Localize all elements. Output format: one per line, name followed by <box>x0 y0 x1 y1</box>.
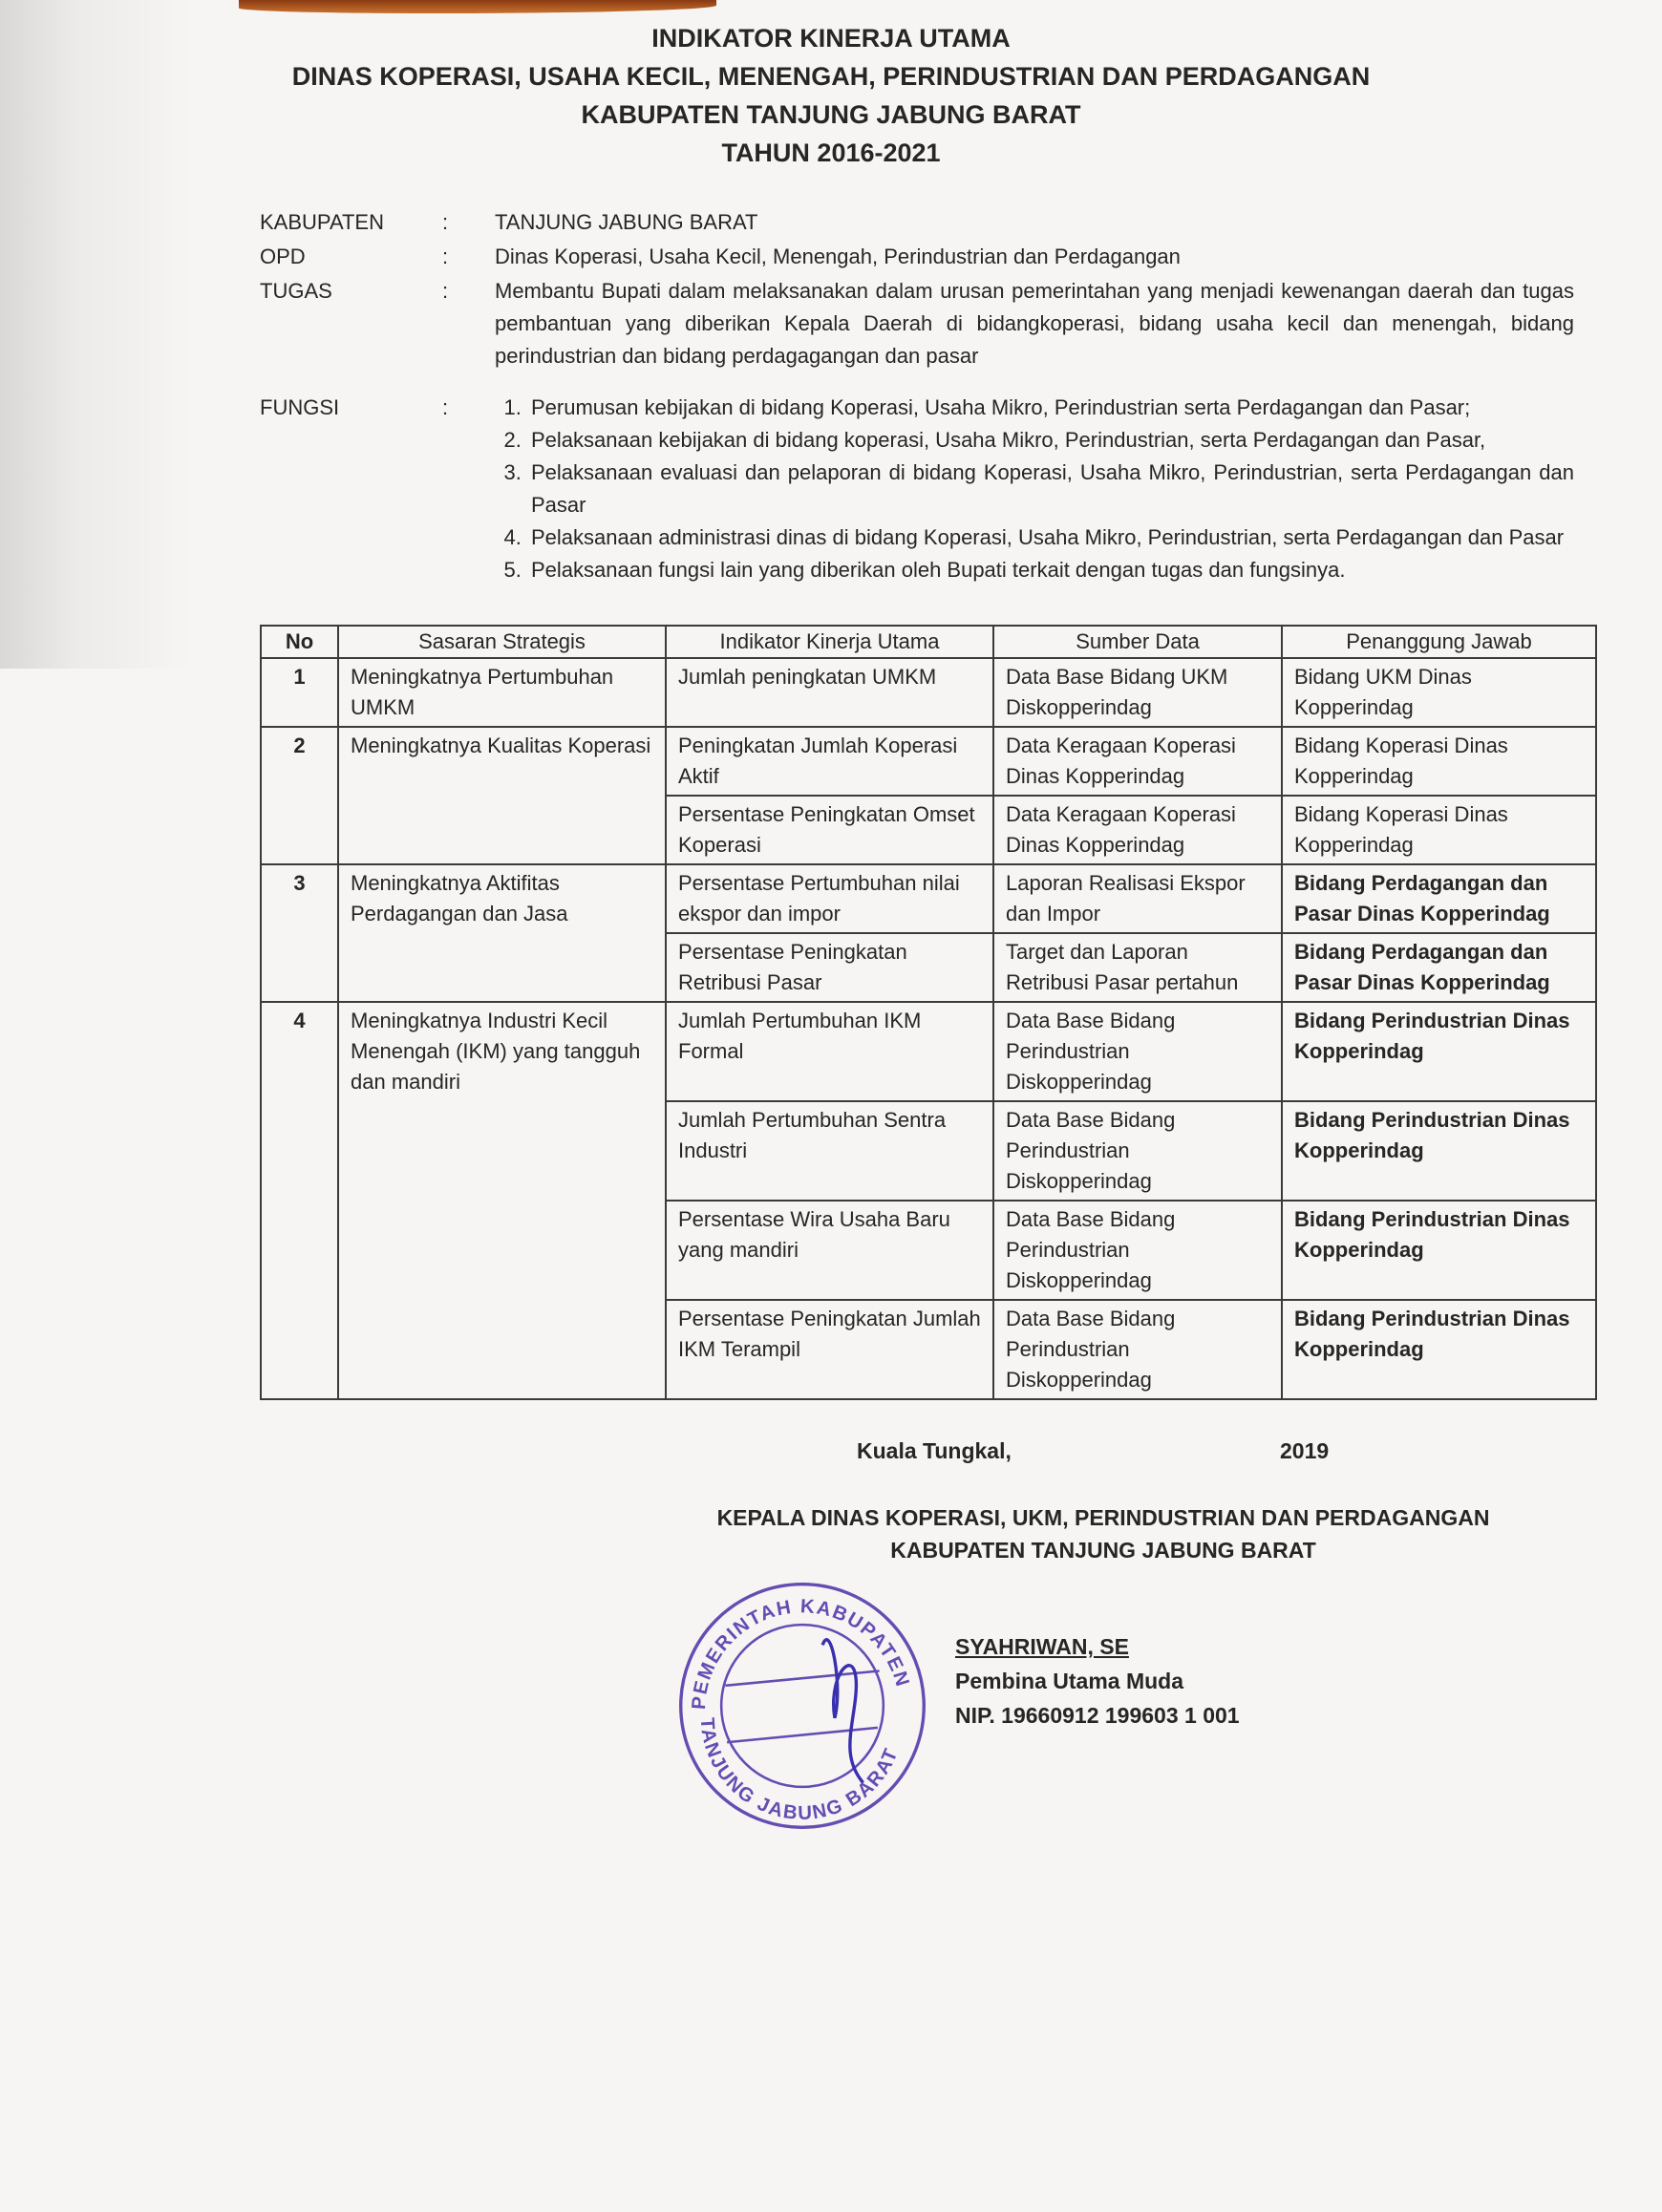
table-cell: Bidang Perdagangan dan Pasar Dinas Kopperindag <box>1282 864 1596 933</box>
official-stamp <box>669 1572 936 1840</box>
fungsi-list-wrap <box>495 392 1574 586</box>
signatory-rank: Pembina Utama Muda <box>955 1669 1183 1693</box>
value: Membantu Bupati dalam melaksanakan dalam urusan pemerintahan yang menjadi kewenangan daerah dan tugas pembantuan yang diberikan Kepala Daerah di bidangkoperasi, bidang usaha kecil dan menengah, bidang perindustrian dan bidang perdagagangan dan pasar <box>495 279 1574 368</box>
table-cell: Persentase Peningkatan Omset Koperasi <box>666 796 993 864</box>
stamp-text-bottom: TANJUNG JABUNG BARAT <box>695 1716 904 1825</box>
colon: : <box>442 245 449 268</box>
column-header: Indikator Kinerja Utama <box>666 626 993 658</box>
table-cell: Meningkatnya Pertumbuhan UMKM <box>338 658 666 727</box>
doc-subtitle-region: KABUPATEN TANJUNG JABUNG BARAT <box>581 100 1081 129</box>
doc-title: INDIKATOR KINERJA UTAMA <box>651 24 1011 53</box>
signature-place-line <box>857 1435 1538 1467</box>
table-cell: 4 <box>261 1002 338 1399</box>
table-row <box>261 1002 1596 1101</box>
table-cell: Data Keragaan Koperasi Dinas Kopperindag <box>993 796 1282 864</box>
table-cell: Data Base Bidang Perindustrian Diskopperindag <box>993 1201 1282 1300</box>
value: TANJUNG JABUNG BARAT <box>495 210 758 234</box>
table-header-row <box>261 626 1596 658</box>
fungsi-item: 4. Pelaksanaan administrasi dinas di bidang Koperasi, Usaha Mikro, Perindustrian, serta Perdagangan dan Pasar <box>527 521 1574 554</box>
table-cell: Bidang Perindustrian Dinas Kopperindag <box>1282 1002 1596 1101</box>
label: KABUPATEN <box>260 210 384 234</box>
table-cell: Meningkatnya Aktifitas Perdagangan dan Jasa <box>338 864 666 1002</box>
column-header: Penanggung Jawab <box>1282 626 1596 658</box>
info-kabupaten <box>260 206 1574 239</box>
column-header: Sasaran Strategis <box>338 626 666 658</box>
table-cell: Bidang Koperasi Dinas Kopperindag <box>1282 727 1596 796</box>
table-cell: Jumlah Pertumbuhan Sentra Industri <box>666 1101 993 1201</box>
table-cell: Bidang Perindustrian Dinas Kopperindag <box>1282 1300 1596 1399</box>
table-cell: Data Keragaan Koperasi Dinas Kopperindag <box>993 727 1282 796</box>
fungsi-item: 5. Pelaksanaan fungsi lain yang diberikan oleh Bupati terkait dengan tugas dan fungsinya. <box>527 554 1574 586</box>
table-cell: Jumlah peningkatan UMKM <box>666 658 993 727</box>
table-cell: Target dan Laporan Retribusi Pasar pertahun <box>993 933 1282 1002</box>
table-row <box>261 864 1596 933</box>
fungsi-item: 2. Pelaksanaan kebijakan di bidang koperasi, Usaha Mikro, Perindustrian, serta Perdagangan dan Pasar, <box>527 424 1574 457</box>
table-cell: Meningkatnya Kualitas Koperasi <box>338 727 666 864</box>
fungsi-item: 3. Pelaksanaan evaluasi dan pelaporan di bidang Koperasi, Usaha Mikro, Perindustrian, serta Perdagangan dan Pasar <box>527 457 1574 521</box>
table-cell: Persentase Peningkatan Retribusi Pasar <box>666 933 993 1002</box>
table-cell: Bidang Perindustrian Dinas Kopperindag <box>1282 1201 1596 1300</box>
column-header: No <box>261 626 338 658</box>
table-cell: Meningkatnya Industri Kecil Menengah (IKM) yang tangguh dan mandiri <box>338 1002 666 1399</box>
info-fungsi <box>260 392 1574 586</box>
table-row <box>261 658 1596 727</box>
table-cell: Data Base Bidang Perindustrian Diskopperindag <box>993 1101 1282 1201</box>
table-cell: Data Base Bidang Perindustrian Diskopperindag <box>993 1002 1282 1101</box>
signatory-nip: NIP. 19660912 199603 1 001 <box>955 1703 1240 1728</box>
table-cell: 2 <box>261 727 338 864</box>
signature-year: 2019 <box>1280 1438 1330 1463</box>
signature-position-lines <box>669 1501 1538 1566</box>
signatory-name: SYAHRIWAN, SE <box>955 1634 1129 1659</box>
table-cell: Persentase Wira Usaha Baru yang mandiri <box>666 1201 993 1300</box>
fungsi-list <box>495 392 1574 586</box>
column-header: Sumber Data <box>993 626 1282 658</box>
table-cell: Persentase Peningkatan Jumlah IKM Terampil <box>666 1300 993 1399</box>
info-tugas <box>260 275 1574 372</box>
table-cell: Bidang UKM Dinas Kopperindag <box>1282 658 1596 727</box>
signature-lower <box>669 1572 1538 1859</box>
table-cell: Data Base Bidang UKM Diskopperindag <box>993 658 1282 727</box>
table-cell: Bidang Perdagangan dan Pasar Dinas Kopperindag <box>1282 933 1596 1002</box>
table-row <box>261 727 1596 796</box>
stamp-text-top: PEMERINTAH KABUPATEN <box>688 1596 913 1711</box>
info-opd <box>260 241 1574 273</box>
table-cell: Peningkatan Jumlah Koperasi Aktif <box>666 727 993 796</box>
fungsi-item: 1. Perumusan kebijakan di bidang Koperasi, Usaha Mikro, Perindustrian serta Perdagangan dan Pasar; <box>527 392 1574 424</box>
label: TUGAS <box>260 279 332 303</box>
table-cell: Persentase Pertumbuhan nilai ekspor dan impor <box>666 864 993 933</box>
signature-block <box>669 1435 1538 1859</box>
info-block <box>260 206 1574 586</box>
colon: : <box>442 210 449 234</box>
doc-subtitle-agency: DINAS KOPERASI, USAHA KECIL, MENENGAH, PERINDUSTRIAN DAN PERDAGANGAN <box>291 62 1371 91</box>
table-cell: Bidang Koperasi Dinas Kopperindag <box>1282 796 1596 864</box>
signatory <box>955 1629 1240 1733</box>
label: OPD <box>260 245 306 268</box>
table-cell: Jumlah Pertumbuhan IKM Formal <box>666 1002 993 1101</box>
table-cell: Data Base Bidang Perindustrian Diskopperindag <box>993 1300 1282 1399</box>
table-cell: Bidang Perindustrian Dinas Kopperindag <box>1282 1101 1596 1201</box>
colon: : <box>442 279 449 303</box>
signature-place: Kuala Tungkal, <box>857 1438 1012 1463</box>
doc-subtitle-year: TAHUN 2016-2021 <box>721 138 941 167</box>
iku-table <box>260 625 1597 1400</box>
colon: : <box>442 395 449 419</box>
table-cell: 1 <box>261 658 338 727</box>
value: Dinas Koperasi, Usaha Kecil, Menengah, Perindustrian dan Perdagangan <box>495 245 1181 268</box>
signature-region: KABUPATEN TANJUNG JABUNG BARAT <box>890 1538 1316 1563</box>
label: FUNGSI <box>260 395 340 419</box>
signature-scribble <box>822 1640 863 1783</box>
table-cell: 3 <box>261 864 338 1002</box>
table-cell: Laporan Realisasi Ekspor dan Impor <box>993 864 1282 933</box>
signature-position: KEPALA DINAS KOPERASI, UKM, PERINDUSTRIAN DAN PERDAGANGAN <box>716 1505 1490 1530</box>
